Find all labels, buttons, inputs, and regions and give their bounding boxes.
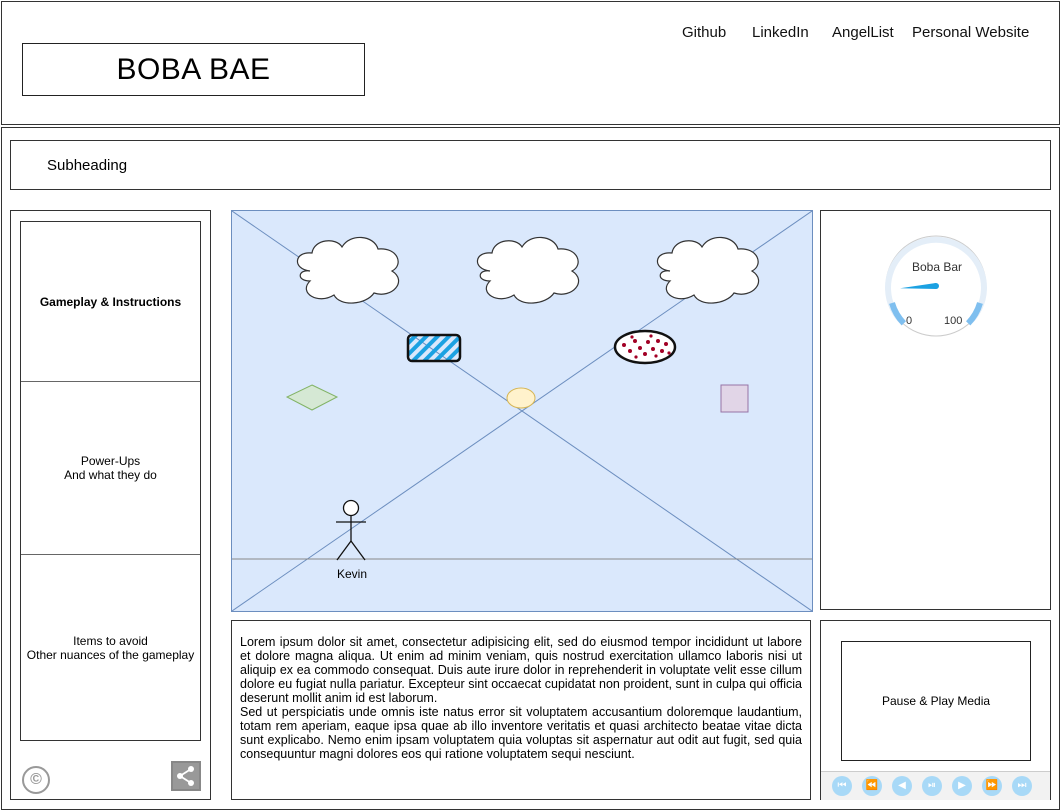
rewind-icon[interactable]: ⏪	[862, 776, 882, 796]
subheading-bar	[10, 140, 1051, 190]
header	[1, 1, 1060, 125]
description-text	[240, 635, 802, 761]
pause-play-media-button[interactable]: Pause & Play Media	[841, 641, 1031, 761]
game-canvas[interactable]	[231, 210, 813, 612]
play-pause-icon[interactable]: ⏯	[922, 776, 942, 796]
previous-icon[interactable]: ◀	[892, 776, 912, 796]
sidebar-item-power-ups[interactable]	[21, 381, 200, 554]
boba-bar-gauge	[884, 234, 988, 338]
sidebar-item-label: Power-Ups	[80, 454, 141, 468]
cloud-icon	[657, 237, 758, 303]
player-stick-figure	[336, 501, 366, 561]
nav-link-angellist[interactable]: AngelList	[832, 24, 894, 41]
power-up-striped-block	[408, 335, 460, 361]
gauge-label: Boba Bar	[911, 260, 963, 274]
paragraph: Sed ut perspiciatis unde omnis iste natus error sit voluptatem accusantium doloremque laudantium, totam rem aperiam, eaque ipsa quae ab illo inventore veritatis et quasi architecto beatae vitae dicta sunt explicabo. Nemo enim ipsam voluptatem quia voluptas sit aspernatur aut odit aut fugit, sed quia consequuntur magni dolores eos qui ratione voluptatem sequi nesciunt.	[240, 705, 802, 761]
purple-square-item	[721, 385, 748, 412]
fast-forward-icon[interactable]: ⏩	[982, 776, 1002, 796]
yellow-ellipse-item	[507, 388, 535, 408]
gauge-panel	[820, 210, 1051, 610]
paragraph: Lorem ipsum dolor sit amet, consectetur adipisicing elit, sed do eiusmod tempor incididunt ut labore et dolore magna aliqua. Ut enim ad minim veniam, quis nostrud exercitation ullamco laboris nisi ut aliquip ex ea commodo consequat. Duis aute irure dolor in reprehenderit in voluptate velit esse cillum dolore eu fugiat nulla pariatur. Excepteur sint occaecat cupidatat non proident, sunt in culpa qui officia deserunt mollit anim id est laborum.	[240, 635, 802, 705]
title-box	[22, 43, 365, 96]
subheading: Subheading	[47, 157, 128, 174]
share-icon[interactable]	[171, 761, 201, 791]
copyright-icon: ©	[22, 766, 50, 794]
sidebar-item-items-to-avoid[interactable]	[21, 554, 200, 740]
skip-to-start-icon[interactable]: ⏮	[832, 776, 852, 796]
gauge-min-label: 0	[906, 315, 913, 327]
sidebar	[10, 210, 211, 800]
cloud-icon	[477, 237, 578, 303]
gauge-max-label: 100	[944, 315, 963, 327]
sidebar-item-gameplay[interactable]	[21, 222, 200, 381]
media-panel	[820, 620, 1051, 800]
diamond-obstacle	[287, 385, 337, 410]
skip-to-end-icon[interactable]: ⏭	[1012, 776, 1032, 796]
next-icon[interactable]: ▶	[952, 776, 972, 796]
page-title: BOBA BAE	[116, 53, 271, 86]
nav-link-github[interactable]: Github	[682, 24, 727, 41]
sidebar-item-sublabel: And what they do	[64, 468, 157, 482]
nav-link-linkedin[interactable]: LinkedIn	[752, 24, 809, 41]
player-name-label: Kevin	[336, 567, 368, 581]
sidebar-menu	[20, 221, 201, 741]
sidebar-item-label: Gameplay & Instructions	[39, 294, 182, 309]
sidebar-item-sublabel: Other nuances of the gameplay	[26, 647, 195, 662]
cloud-icon	[297, 237, 398, 303]
description-panel	[231, 620, 811, 800]
media-controls-bar	[821, 771, 1050, 800]
sidebar-item-label: Items to avoid	[73, 633, 148, 648]
nav-link-personal-website[interactable]: Personal Website	[912, 24, 1030, 41]
